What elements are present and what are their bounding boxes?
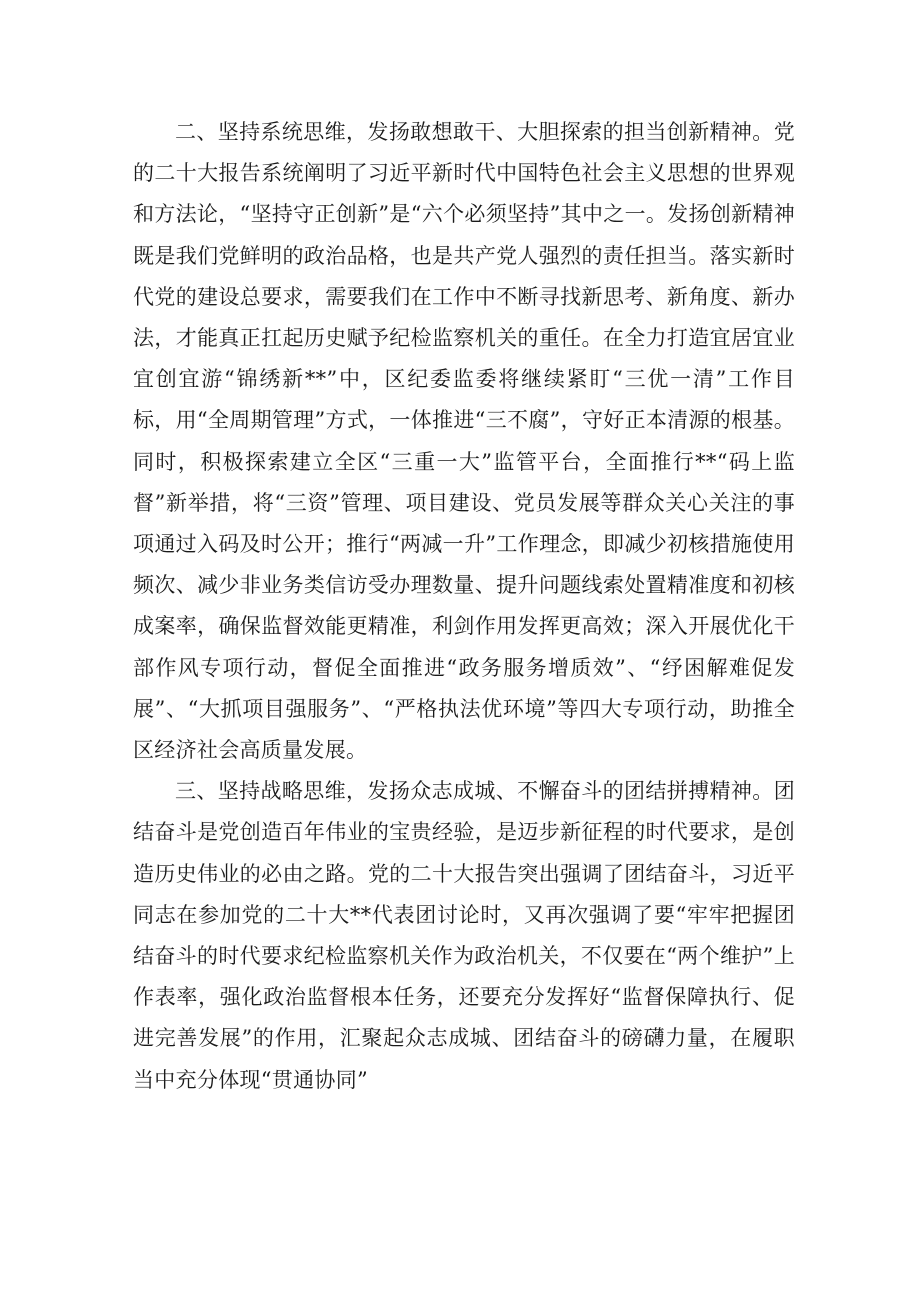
paragraph-3: 三、坚持战略思维，发扬众志成城、不懈奋斗的团结拼搏精神。团结奋斗是党创造百年伟业的宝贵经验，是迈步新征程的时代要求，是创造历史伟业的必由之路。党的二十大报告突出强调了团结奋斗，习近平同志在参加党的二十大**代表团讨论时，又再次强调了要“牢牢把握团结奋斗的时代要求纪检监察机关作为政治机关，不仅要在“两个维护”上作表率，强化政治监督根本任务，还要充分发挥好“监督保障执行、促进完善发展”的作用，汇聚起众志成城、团结奋斗的磅礴力量，在履职当中充分体现“贯通协同” bbox=[133, 779, 795, 1092]
document-body bbox=[133, 112, 795, 1101]
paragraph-2: 二、坚持系统思维，发扬敢想敢干、大胆探索的担当创新精神。党的二十大报告系统阐明了习近平新时代中国特色社会主义思想的世界观和方法论，“坚持守正创新”是“六个必须坚持”其中之一。发扬创新精神既是我们党鲜明的政治品格，也是共产党人强烈的责任担当。落实新时代党的建设总要求，需要我们在工作中不断寻找新思考、新角度、新办法，才能真正扛起历史赋予纪检监察机关的重任。在全力打造宜居宜业宜创宜游“锦绣新**”中，区纪委监委将继续紧盯“三优一清”工作目标，用“全周期管理”方式，一体推进“三不腐”，守好正本清源的根基。同时，积极探索建立全区“三重一大”监管平台，全面推行**“码上监督”新举措，将“三资”管理、项目建设、党员发展等群众关心关注的事项通过入码及时公开；推行“两减一升”工作理念，即减少初核措施使用频次、减少非业务类信访受办理数量、提升问题线索处置精准度和初核成案率，确保监督效能更精准，利剑作用发挥更高效；深入开展优化干部作风专项行动，督促全面推进“政务服务增质效”、“纾困解难促发展”、“大抓项目强服务”、“严格执法优环境”等四大专项行动，助推全区经济社会高质量发展。 bbox=[133, 120, 795, 763]
